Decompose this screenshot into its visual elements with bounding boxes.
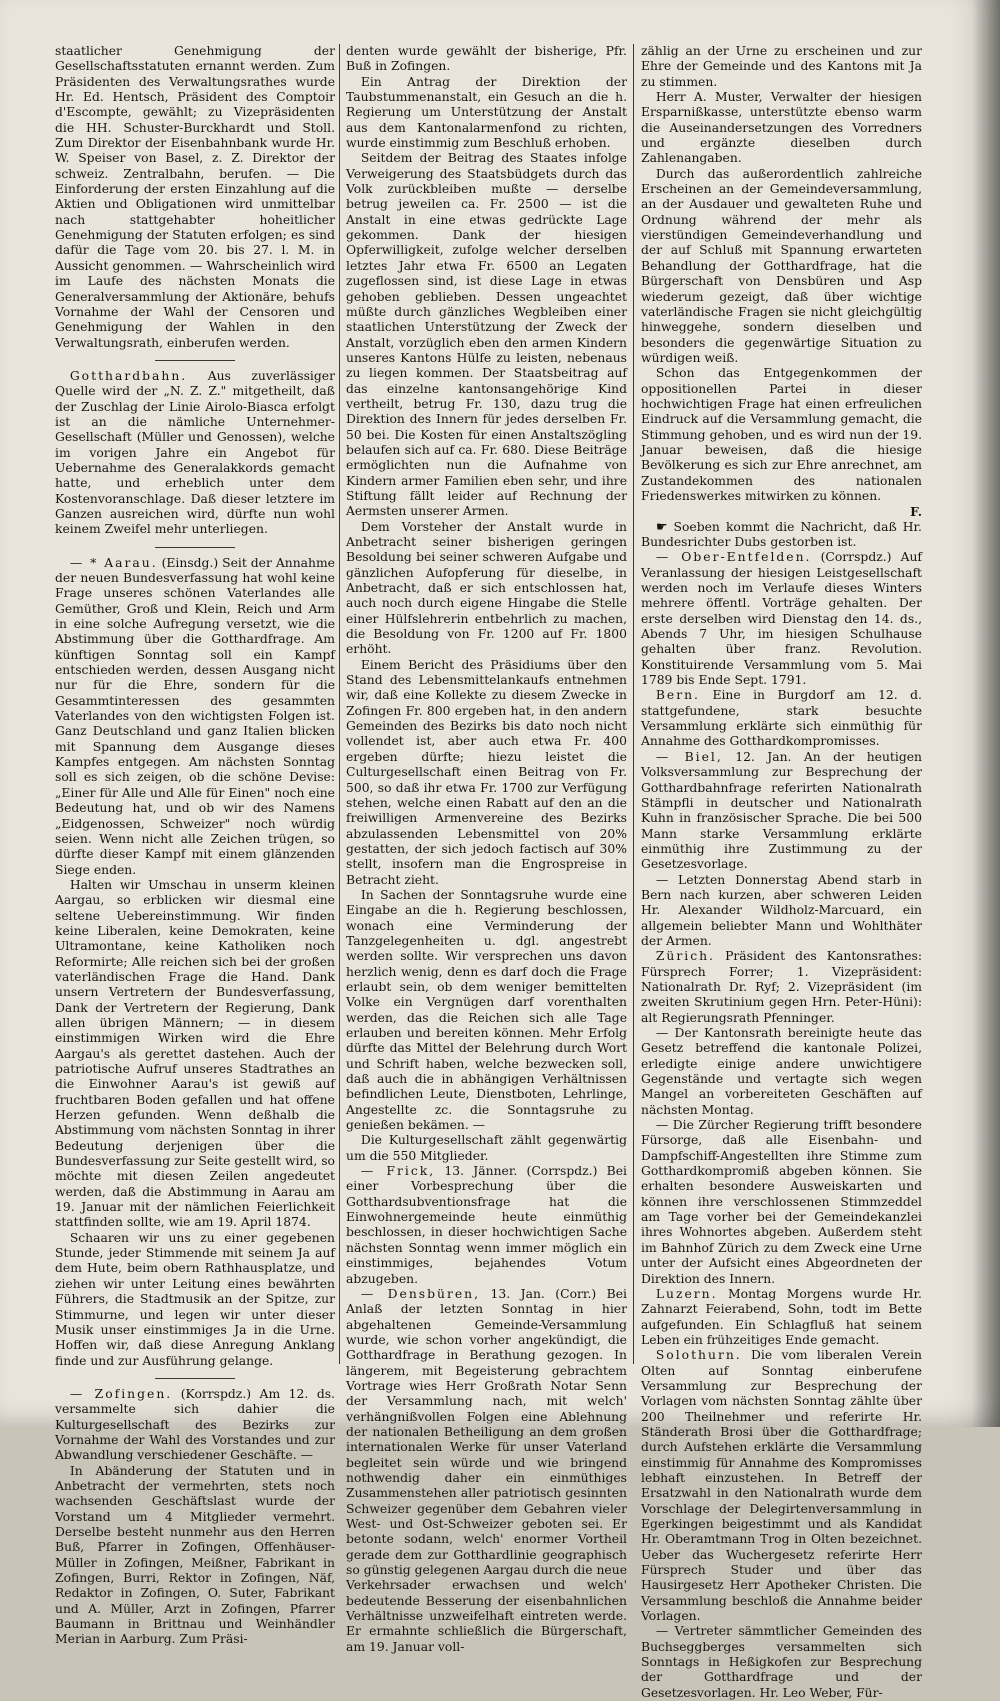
paragraph-text: In Abänderung der Statuten und in Anbetracht der vermehrten, stets noch wachsenden Geschäftslast wurde der Vorstand um 4 Mitglieder vermehrt. Derselbe besteht nunmehr aus den Herren Buß, Pfarrer in Zofingen, Offenhäuser-Müller in Zofingen, Meißner, Fabrikant in Zofingen, Burri, Rektor in Zofingen, Näf, Redaktor in Zofingen, O. Suter, Fabrikant und A. Müller, Arzt in Zofingen, Pfarrer Baumann in Brittnau und Weinhändler Merian in Aarburg. Zum Präsi- xyxy=(55,1463,335,1647)
article-paragraph xyxy=(55,556,335,878)
article-paragraph xyxy=(641,1348,922,1624)
dateline: — Ober-Entfelden. xyxy=(655,550,812,565)
column-divider-2 xyxy=(633,44,634,1364)
section-separator xyxy=(155,547,235,548)
paragraph-text: (Korrspdz.) Am 12. ds. versammelte sich dahier die Kulturgesellschaft des Bezirks zur Vornahme der Wahl des Vorstandes und zur Abwandlung verschiedener Geschäfte. — xyxy=(55,1386,335,1463)
page-edge-shadow xyxy=(972,0,1000,1427)
paragraph-text: Aus zuverlässiger Quelle wird der „N. Z. Z." mitgetheilt, daß der Zuschlag der Linie Airolo-Biasca erfolgt ist an die nämliche Unternehmer-Gesellschaft (Müller und Genossen), welche im vorigen Jahre ein Angebot für Uebernahme des Generalakkords gemacht hatte, und erheblich unter dem Kostenvoranschlage. Daß dieser letztere im Ganzen ausreichen wird, dürfte nun wohl keinem Zweifel mehr unterliegen. xyxy=(55,368,335,537)
paragraph-text: denten wurde gewählt der bisherige, Pfr. Buß in Zofingen. xyxy=(346,44,627,74)
paragraph-text: Die vom liberalen Verein Olten auf Sonntag einberufene Versammlung zur Besprechung der Vorlagen vom nächsten Sonntag zählte über 200 Theilnehmer und referirte Hr. Ständerath Brosi über die Gotthardfrage; durch Aufstehen erklärte die Versammlung einstimmig für Annahme des Kompromisses lebhaft einzustehen. In Betreff der Ersatzwahl in den Nationalrath wurde dem Vorschlage der Delegirtenversammlung in Egerkingen beigestimmt und als Kandidat Hr. Oberamtmann Trog in Olten bezeichnet. Ueber das Wuchergesetz referirte Herr Fürsprech Studer und über das Hausirgesetz Herr Apotheker Christen. Die Versammlung beschloß die Annahme beider Vorlagen. xyxy=(641,1348,922,1624)
article-paragraph xyxy=(346,658,627,888)
article-paragraph xyxy=(641,873,922,950)
article-paragraph xyxy=(346,520,627,658)
article-paragraph xyxy=(641,1026,922,1118)
dateline: — Zofingen. xyxy=(69,1386,173,1401)
dateline: Bern. xyxy=(655,688,700,703)
dateline: Zürich. xyxy=(655,949,715,964)
dateline: Gotthardbahn. xyxy=(69,368,188,383)
paragraph-text: — Der Kantonsrath bereinigte heute das Gesetz betreffend die kantonale Polizei, erledigte einige andere unwichtigere Gegenstände und vertagte sich wegen Mangel an vorbereiteten Geschäften auf nächsten Montag. xyxy=(641,1026,922,1117)
column-2 xyxy=(346,44,627,1654)
article-paragraph xyxy=(55,1231,335,1369)
paragraph-text: Einem Bericht des Präsidiums über den Stand des Lebensmittelankaufs entnehmen wir, daß eine Kollekte zu diesem Zwecke in Zofingen Fr. 800 ergeben hat, in den andern Gemeinden des Bezirks bis dato noch nicht vollendet ist, aber auch etwa Fr. 400 ergeben dürfte; hiezu leistet die Culturgesellschaft einen Beitrag von Fr. 500, so daß ihr etwa Fr. 1700 zur Verfügung stehen, welche einen Rabatt auf den an die freiwilligen Armenvereine des Bezirks abzulassenden Lebensmittel von 20% gestatten, der sich jedoch factisch auf 30% stellt, insofern man die Engrospreise in Betracht zieht. xyxy=(346,657,627,887)
dateline: — Frick, xyxy=(360,1164,436,1179)
article-paragraph xyxy=(641,1287,922,1348)
article-paragraph xyxy=(641,949,922,1026)
paragraph-text: Die Kulturgesellschaft zählt gegenwärtig um die 550 Mitglieder. xyxy=(346,1133,627,1163)
article-paragraph xyxy=(55,1464,335,1648)
paragraph-text: In Sachen der Sonntagsruhe wurde eine Eingabe an die h. Regierung beschlossen, wonach eine Verminderung der Tanzgelegenheiten u. dgl. angestrebt werden sollte. Wir versprechen uns davon herzlich wenig, denn es darf doch die Frage erlaubt sein, ob dem weniger bemittelten Volke ein Vergnügen darf vorenthalten werden, das die Reichen sich alle Tage erlauben und bereiten können. Mehr Erfolg dürfte das Mittel der Belehrung durch Wort und Schrift haben, welche bezwecken soll, daß auch die in abhängigen Verhältnissen befindlichen Leute, Dienstboten, Lehrlinge, Angestellte zc. die Sonntagsruhe zu genießen bekämen. — xyxy=(346,887,627,1133)
article-paragraph xyxy=(641,44,922,90)
paragraph-text: Präsident des Kantonsrathes: Fürsprech Forrer; 1. Vizepräsident: Nationalrath Dr. Ryf; 2. Vizepräsident (im zweiten Skrutinium gegen Hrn. Peter-Hüni): alt Regierungsrath Pfenninger. xyxy=(641,949,922,1025)
paragraph-text: Schaaren wir uns zu einer gegebenen Stunde, jeder Stimmende mit seinem Ja auf dem Hute, beim obern Rathhausplatze, und ziehen wir unter Leitung eines bewährten Führers, die Stadtmusik an der Spitze, zur Stimmurne, und legen wir unter dieser Musik unser einstimmiges Ja in die Urne. Hoffen wir, daß diese Anregung Anklang finde und zur Ausführung gelange. xyxy=(55,1230,335,1368)
paragraph-text: Halten wir Umschau in unserm kleinen Aargau, so erblicken wir diesmal eine seltene Uebereinstimmung. Wir finden keine Liberalen, keine Demokraten, keine Ultramontane, keine Katholiken noch Reformirte; Alle reichen sich bei der großen vaterländischen Frage die Hand. Dank unsern Vertretern der Bundesverfassung, Dank der Vertretern der Regierung, Dank allen übrigen Männern; — in diesem einstimmigen Wirken wird die Ehre Aargau's als gerettet dastehen. Auch der patriotische Aufruf unseres Stadtrathes an die Einwohner Aarau's ist gewiß auf fruchtbaren Boden gefallen und hat offene Herzen gefunden. Wenn deßhalb die Abstimmung vom nächsten Sonntag in ihrer Bedeutung derjenigen über die Bundesverfassung zur Seite gestellt wird, so möchte mit diesen Zeilen angedeutet werden, daß die Abstimmung in Aarau am 19. Januar mit der nämlichen Feierlichkeit stattfinden sollte, wie am 19. April 1874. xyxy=(55,877,335,1230)
article-paragraph xyxy=(641,90,922,167)
column-1 xyxy=(55,44,335,1647)
paragraph-text: Seitdem der Beitrag des Staates infolge Verweigerung des Staatsbüdgets durch das Volk zurückbleiben mußte — derselbe betrug jeweilen ca. Fr. 2500 — ist die Anstalt in eine etwas gedrückte Lage gekommen. Dank der hiesigen Opferwilligkeit, zufolge welcher derselben letztes Jahr etwa Fr. 6500 an Legaten zugeflossen sind, ist diese Lage in etwas gehoben geblieben. Dessen ungeachtet müßte durch gänzliches Wegbleiben einer staatlichen Unterstützung der Zweck der Anstalt, vorzüglich eben den armen Kindern unseres Kantons Hülfe zu leisten, nebenaus zu liegen kommen. Der Staatsbeitrag auf das einzelne kantonsangehörige Kind vertheilt, betrug Fr. 130, dazu trug die Direktion des Innern für jedes derselben Fr. 50 bei. Die Kosten für einen Anstaltszögling belaufen sich auf ca. Fr. 680. Diese Beiträge ermöglichten nun die Aufnahme von Kindern armer Familien eben sehr, und ihre Stiftung fällt leider auf Rechnung der Aermsten unserer Armen. xyxy=(346,151,627,519)
paragraph-text: 12. Jan. An der heutigen Volksversammlung zur Besprechung der Gotthardbahnfrage referirten Nationalrath Stämpfli in deutscher und Nationalrath Kuhn in französischer Sprache. Die bei 500 Mann starke Versammlung erklärte einmüthig ihre Zustimmung zu der Gesetzesvorlage. xyxy=(641,749,922,872)
dateline: Solothurn. xyxy=(655,1348,742,1363)
article-paragraph xyxy=(346,888,627,1134)
paragraph-text: Montag Morgens wurde Hr. Zahnarzt Feierabend, Sohn, todt im Bette aufgefunden. Ein Schlagfluß hat seinem Leben ein frühzeitiges Ende gemacht. xyxy=(641,1286,922,1347)
dateline: — * Aarau. xyxy=(69,555,158,570)
article-paragraph xyxy=(641,520,922,551)
article-paragraph xyxy=(641,366,922,504)
paragraph-text: Dem Vorsteher der Anstalt wurde in Anbetracht seiner bisherigen geringen Besoldung bei seiner schweren Aufgabe und gänzlichen Aufopferung für dieselbe, in Anbetracht, daß er sich entschlossen hat, auch noch durch eigene Hingabe die Stelle einer Hülfslehrerin entbehrlich zu machen, die Besoldung von Fr. 1200 auf Fr. 1800 erhöht. xyxy=(346,519,627,657)
article-paragraph xyxy=(346,44,627,75)
article-paragraph xyxy=(346,1164,627,1287)
article-paragraph xyxy=(641,750,922,873)
paragraph-text: 13. Jan. (Corr.) Bei Anlaß der letzten Sonntag in hier abgehaltenen Gemeinde-Versammlung wurde, wie schon vorher angekündigt, die Gotthardfrage in Berathung gezogen. In längerem, mit Begeisterung gebrachtem Vortrage wies Herr Großrath Notar Senn der Versammlung nach, mit welch' verhängnißvollen Folgen eine Ablehnung der nationalen Betheiligung an dem großen internationalen Werke für unser Vaterland begleitet sein würde und wie bringend nothwendig daher ein einmüthiges Zusammenstehen aller patriotisch gesinnten Schweizer gegenüber dem Gebahren vieler West- und Ost-Schweizer geboten sei. Er betonte sodann, welch' enormer Vortheil gerade dem zur Gotthardlinie geographisch so günstig gelegenen Aargau durch die neue Verkehrsader erwachsen und welch' bedeutende Besserung der eisenbahnlichen Verhältnisse unzweifelhaft eintreten werde. Er ermahnte schließlich die Bürgerschaft, am 19. Januar voll- xyxy=(346,1286,627,1654)
dateline: Luzern. xyxy=(655,1286,718,1301)
paragraph-text: (Einsdg.) Seit der Annahme der neuen Bundesverfassung hat wohl keine Frage unseres schönen Vaterlandes alle Gemüther, Groß und Klein, Reich und Arm in eine solche Aufregung versetzt, wie die Abstimmung über die Gotthardfrage. Am künftigen Sonntag soll ein Kampf entschieden werden, dessen Ausgang nicht nur für die Ehre, sondern für die Gesammtinteressen des gesammten Vaterlandes von den wichtigsten Folgen ist. Ganz Deutschland und ganz Italien blicken mit Spannung dem Ausgange dieses Kampfes entgegen. Am nächsten Sonntag soll es sich zeigen, ob die schöne Devise: „Einer für Alle und Alle für Einen" noch eine Bedeutung hat, und ob wir des Namens „Eidgenossen, Schweizer" noch würdig seien. Wenn nicht alle Zeichen trügen, so dürfte dieser Kampf mit einem glänzenden Siege enden. xyxy=(55,555,335,877)
article-paragraph xyxy=(55,1387,335,1464)
dateline: — Biel, xyxy=(655,749,723,764)
paragraph-text: Soeben kommt die Nachricht, daß Hr. Bundesrichter Dubs gestorben ist. xyxy=(641,519,922,549)
paragraph-text: — Letzten Donnerstag Abend starb in Bern nach kurzen, aber schweren Leiden Hr. Alexander Wildholz-Marcuard, ein allgemein beliebter Mann und Wohlthäter der Armen. xyxy=(641,872,922,948)
article-paragraph xyxy=(55,878,335,1231)
paragraph-text: Ein Antrag der Direktion der Taubstummenanstalt, ein Gesuch an die h. Regierung um Unterstützung der Anstalt aus dem Kantonalarmenfond zu richten, wurde einstimmig zum Beschluß erhoben. xyxy=(346,74,627,151)
paragraph-text: Durch das außerordentlich zahlreiche Erscheinen an der Gemeindeversammlung, an der Ausdauer und gewalteten Ruhe und Ordnung während der mehr als vierstündigen Gemeindeverhandlung und der auf Schluß mit Spannung erwarteten Behandlung der Gotthardfrage, hat die Bürgerschaft von Densbüren und Asp wiederum gezeigt, daß über wichtige vaterländische Fragen sie nicht gleichgültig hinweggehe, sondern dieselben und besonders die gegenwärtige Situation zu würdigen weiß. xyxy=(641,166,922,365)
paragraph-text: Herr A. Muster, Verwalter der hiesigen Ersparnißkasse, unterstützte ebenso warm die Auseinandersetzungen des Vorredners und ergänzte dieselben durch Zahlenangaben. xyxy=(641,90,922,166)
column-3 xyxy=(641,44,922,1700)
article-signature xyxy=(641,504,922,519)
article-paragraph xyxy=(641,1624,922,1701)
article-paragraph xyxy=(346,1133,627,1164)
article-paragraph xyxy=(641,688,922,749)
paragraph-text: staatlicher Genehmigung der Gesellschaftsstatuten ernannt werden. Zum Präsidenten des Verwaltungsrathes wurde Hr. Ed. Hentsch, Präsident des Comptoir d'Escompte, gewählt; zu Vizepräsidenten die HH. Schuster-Burckhardt und Stoll. Zum Direktor der Eisenbahnbank wurde Hr. W. Speiser von Basel, z. Z. Direktor der schweiz. Zentralbahn, berufen. — Die Einforderung der ersten Einzahlung auf die Aktien und Obligationen wird unmittelbar nach stattgehabter hoheitlicher Genehmigung der Statuten erfolgen; es sind dafür die Tage vom 20. bis 27. l. M. in Aussicht genommen. — Wahrscheinlich wird im Laufe des nächsten Monats die Generalversammlung der Aktionäre, behufs Vornahme der Wahl der Censoren und Genehmigung der Wahlen in den Verwaltungsrath, einberufen werden. xyxy=(55,44,335,350)
article-paragraph xyxy=(641,167,922,366)
paragraph-text: — Vertreter sämmtlicher Gemeinden des Buchseggberges versammelten sich Sonntags in Heßigkofen zur Besprechung der Gotthardfrage und der Gesetzesvorlagen. Hr. Leo Weber, Für- xyxy=(641,1624,922,1700)
article-paragraph xyxy=(641,550,922,688)
paragraph-text: zählig an der Urne zu erscheinen und zur Ehre der Gemeinde und des Kantons mit Ja zu stimmen. xyxy=(641,44,922,89)
article-paragraph xyxy=(346,151,627,519)
article-paragraph xyxy=(641,1118,922,1287)
article-paragraph xyxy=(346,75,627,152)
dateline: — Densbüren, xyxy=(360,1286,481,1301)
pointing-hand-icon: ☛ xyxy=(655,519,668,535)
article-paragraph xyxy=(346,1287,627,1655)
signature-text: F. xyxy=(910,504,922,520)
section-separator xyxy=(155,360,235,361)
paragraph-text: Eine in Burgdorf am 12. d. stattgefundene, stark besuchte Versammlung erklärte sich einmüthig für Annahme des Gotthardkompromisses. xyxy=(641,688,922,749)
column-divider-1 xyxy=(339,44,340,1364)
paragraph-text: 13. Jänner. (Corrspdz.) Bei einer Vorbesprechung über die Gotthardsubventionsfrage hat die Einwohnergemeinde heute einmüthig beschlossen, in dieser hochwichtigen Sache nächsten Sonntag wenn immer möglich ein einstimmiges, bejahendes Votum abzugeben. xyxy=(346,1164,627,1286)
section-separator xyxy=(155,1378,235,1379)
paragraph-text: Schon das Entgegenkommen der oppositionellen Partei in dieser hochwichtigen Frage hat einen erfreulichen Eindruck auf die Versammlung gemacht, die Stimmung gehoben, und es wird nun der 19. Januar beweisen, daß die hiesige Bevölkerung es sich zur Ehre anrechnet, am Zustandekommen des nationalen Friedenswerkes mitwirken zu können. xyxy=(641,366,922,503)
article-paragraph xyxy=(55,369,335,538)
paragraph-text: — Die Zürcher Regierung trifft besondere Fürsorge, daß alle Eisenbahn- und Dampfschiff-Angestellten ihre Stimme zum Gotthardkompromiß abgeben können. Sie erhalten besondere Ausweiskarten und können ihre verschlossenen Stimmzeddel am Tage vorher bei der Gemeindekanzlei ihres Wohnortes abgeben. Außerdem steht im Bahnhof Zürich zu dem Zweck eine Urne unter der Aufsicht eines Abgeordneten der Direktion des Innern. xyxy=(641,1118,922,1286)
article-paragraph xyxy=(55,44,335,351)
paragraph-text: (Corrspdz.) Auf Veranlassung der hiesigen Leistgesellschaft werden noch im Verlaufe dieses Winters mehrere öffentl. Vorträge gehalten. Der erste derselben wird Dienstag den 14. ds., Abends 7 Uhr, im hiesigen Schulhause gehalten über franz. Revolution. Konstituirende Versammlung vom 5. Mai 1789 bis Ende Sept. 1791. xyxy=(641,550,922,688)
